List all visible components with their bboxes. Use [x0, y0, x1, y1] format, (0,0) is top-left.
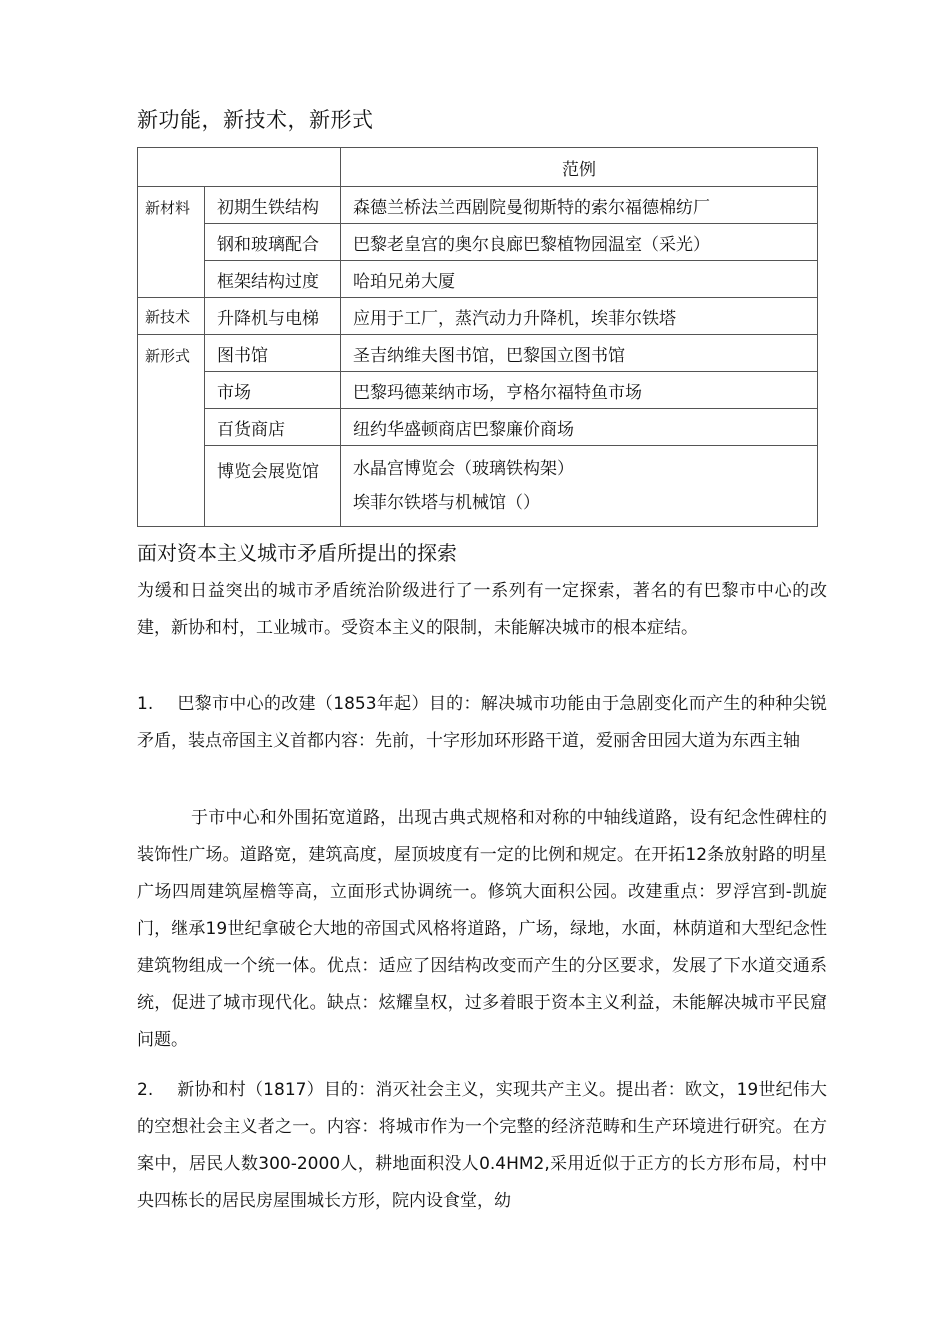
group-cell-new-technology: 新技术: [138, 298, 205, 335]
example-line: 水晶宫博览会（玻璃铁构架）: [353, 459, 574, 479]
section-title-exploration: 面对资本主义城市矛盾所提出的探索: [137, 541, 457, 565]
table-row: [138, 335, 818, 372]
item-2-paragraph: [137, 1072, 827, 1220]
item-cell: 博览会展览馆: [205, 446, 341, 527]
item-cell: 升降机与电梯: [205, 298, 341, 335]
example-cell: 应用于工厂，蒸汽动力升降机，埃菲尔铁塔: [341, 298, 818, 335]
table-row: [138, 261, 818, 298]
item-cell: 框架结构过度: [205, 261, 341, 298]
item-cell: 图书馆: [205, 335, 341, 372]
table-row: [138, 446, 818, 527]
table-row: [138, 298, 818, 335]
table-header-empty-cell: [138, 148, 341, 187]
item-text: 巴黎市中心的改建（1853年起）目的：解决城市功能由于急剧变化而产生的种种尖锐矛盾，装点帝国主义首都内容：先前，十字形加环形路干道，爱丽舍田园大道为东西主轴: [137, 694, 827, 751]
table-row: [138, 409, 818, 446]
item-number: 1.: [137, 694, 154, 714]
examples-table: [137, 147, 818, 527]
table-header-cell: 范例: [341, 148, 818, 187]
example-cell: 巴黎老皇宫的奥尔良廊巴黎植物园温室（采光）: [341, 224, 818, 261]
item-cell: 钢和玻璃配合: [205, 224, 341, 261]
group-cell-new-material: 新材料: [138, 187, 205, 298]
example-cell: 纽约华盛顿商店巴黎廉价商场: [341, 409, 818, 446]
example-line: 埃菲尔铁塔与机械馆（）: [353, 493, 540, 513]
intro-paragraph: 为缓和日益突出的城市矛盾统治阶级进行了一系列有一定探索，著名的有巴黎市中心的改建，新协和村，工业城市。受资本主义的限制，未能解决城市的根本症结。: [137, 581, 827, 638]
item-cell: 初期生铁结构: [205, 187, 341, 224]
section-title-new-function: 新功能，新技术，新形式: [137, 108, 374, 132]
table-row: [138, 224, 818, 261]
example-cell: 圣吉纳维夫图书馆，巴黎国立图书馆: [341, 335, 818, 372]
item-text: 新协和村（1817）目的：消灭社会主义，实现共产主义。提出者：欧文，19世纪伟大的空想社会主义者之一。内容：将城市作为一个完整的经济范畴和生产环境进行研究。在方案中，居民人数300-2000人，耕地面积没人0.4HM2,采用近似于正方的长方形布局，村中央四栋长的居民房屋围城长方形，院内设食堂，幼: [137, 1080, 827, 1211]
item-1-paragraph: [137, 686, 827, 760]
item-cell: 市场: [205, 372, 341, 409]
item-number: 2.: [137, 1080, 154, 1100]
table-header-row: [138, 148, 818, 187]
table-row: [138, 187, 818, 224]
example-cell: 哈珀兄弟大厦: [341, 261, 818, 298]
group-cell-new-form: 新形式: [138, 335, 205, 527]
table-row: [138, 372, 818, 409]
example-cell: 森德兰桥法兰西剧院曼彻斯特的索尔福德棉纺厂: [341, 187, 818, 224]
example-cell: 巴黎玛德莱纳市场，亨格尔福特鱼市场: [341, 372, 818, 409]
item-cell: 百货商店: [205, 409, 341, 446]
item-1-detail-paragraph: 于市中心和外围拓宽道路，出现古典式规格和对称的中轴线道路，设有纪念性碑柱的装饰性广场。道路宽，建筑高度，屋顶坡度有一定的比例和规定。在开拓12条放射路的明星广场四周建筑屋檐等高，立面形式协调统一。修筑大面积公园。改建重点：罗浮宫到-凯旋门，继承19世纪拿破仑大地的帝国式风格将道路，广场，绿地，水面，林荫道和大型纪念性建筑物组成一个统一体。优点：适应了因结构改变而产生的分区要求，发展了下水道交通系统，促进了城市现代化。缺点：炫耀皇权，过多着眼于资本主义利益，未能解决城市平民窟问题。: [137, 808, 827, 1050]
example-cell: [341, 446, 818, 527]
